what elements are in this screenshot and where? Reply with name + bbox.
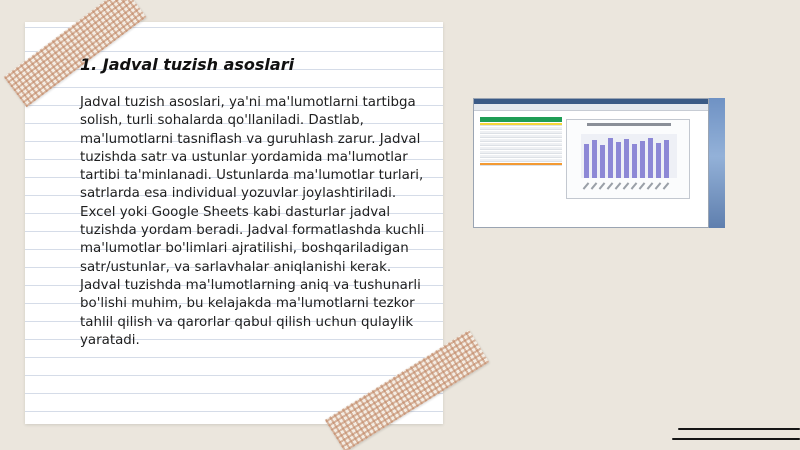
sheet-row xyxy=(480,155,562,158)
x-tick-label xyxy=(607,182,614,189)
sheet-row xyxy=(480,151,562,154)
chart-bar xyxy=(648,138,653,178)
sheet-row xyxy=(480,143,562,146)
chart-title-placeholder xyxy=(587,123,671,126)
sheet-row xyxy=(480,163,562,166)
chart-bar xyxy=(624,139,629,178)
chart-bar xyxy=(600,145,605,178)
sky-image-strip xyxy=(709,98,725,228)
bar-chart-thumbnail xyxy=(566,119,690,199)
x-tick-label xyxy=(663,182,670,189)
sheet-row xyxy=(480,139,562,142)
chart-bar xyxy=(664,140,669,178)
x-tick-label xyxy=(647,182,654,189)
x-tick-label xyxy=(583,182,590,189)
section-body-text: Jadval tuzish asoslari, ya'ni ma'lumotlarni tartibga solish, turli sohalarda qo'llaniladi. Dastlab, ma'lumotlarni tasniflash va guruhlash zarur. Jadval tuzishda satr va ustunlar yordamida ma'lumotlar tartibi ta'minlanadi. Ustunlarda ma'lumotlar turlari, satrlarda esa individual yozuvlar joylashtiriladi. Excel yoki Google Sheets kabi dasturlar jadval tuzishda yordam beradi. Jadval formatlashda kuchli ma'lumotlar bo'limlari ajratilishi, boshqariladigan satr/ustunlar, va sarlavhalar aniqlanishi kerak. Jadval tuzishda ma'lumotlarning aniq va tushunarli bo'lishi muhim, bu kelajakda ma'lumotlarni tezkor tahlil qilish va qarorlar qabul qilish uchun qulaylik yaratadi. xyxy=(80,95,425,348)
sheet-header-row xyxy=(480,117,562,122)
decorative-line xyxy=(678,428,800,430)
x-tick-label xyxy=(591,182,598,189)
spreadsheet-table-thumbnail xyxy=(480,117,562,177)
x-tick-label xyxy=(631,182,638,189)
section-title: 1. Jadval tuzish asoslari xyxy=(80,55,295,74)
chart-bar xyxy=(608,138,613,178)
chart-plot-area xyxy=(581,134,677,178)
sheet-row xyxy=(480,147,562,150)
x-tick-label xyxy=(655,182,662,189)
chart-bar xyxy=(632,144,637,178)
decorative-line xyxy=(672,438,800,440)
x-tick-label xyxy=(623,182,630,189)
chart-bar xyxy=(584,144,589,178)
chart-bar xyxy=(640,141,645,178)
x-tick-label xyxy=(615,182,622,189)
sheet-row xyxy=(480,159,562,162)
x-tick-label xyxy=(599,182,606,189)
sheet-row xyxy=(480,127,562,130)
sheet-row xyxy=(480,123,562,126)
spreadsheet-screenshot-image xyxy=(473,98,709,228)
window-toolbar xyxy=(474,104,708,111)
sheet-row xyxy=(480,135,562,138)
chart-bar xyxy=(656,143,661,178)
sheet-row xyxy=(480,131,562,134)
chart-bar xyxy=(616,142,621,178)
x-tick-label xyxy=(639,182,646,189)
chart-bar xyxy=(592,140,597,178)
